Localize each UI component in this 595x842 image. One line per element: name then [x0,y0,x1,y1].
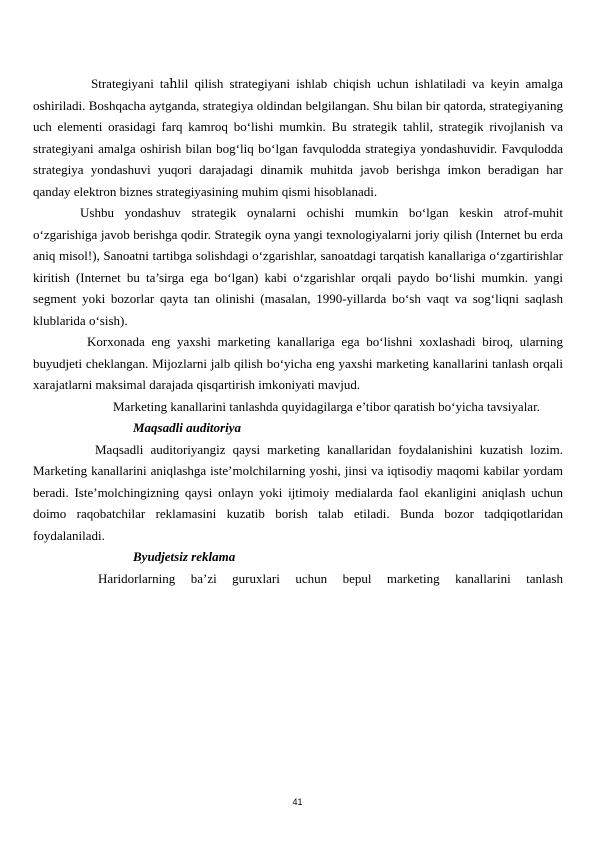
heading-target-audience: Maqsadli auditoriya [133,420,241,435]
paragraph-attention-advice: Marketing kanallarini tanlashda quyidagilarga e’tibor qaratish bo‘yicha tavsiyalar. [113,398,540,414]
page-number: 41 [292,797,303,807]
paragraph-strategic-windows: Ushbu yondashuv strategik oynalarni ochishi mumkin bo‘lgan keskin atrof-muhit o‘zgarishiga javob berishga qodir. Strategik oyna yangi texnologiyalarni joriy qilish (Internet bu erda aniq misol!), Sanoatni tartibga solishdagi o‘zgarishlar, sanoatdagi tarqatish kanallariga o‘zgartirishlar kiritish (Internet bu ta’sirga ega bo‘lgan) kabi o‘zgarishlar orqali paydo bo‘lishi mumkin. yangi segment yoki bozorlar qayta tan olinishi (masalan, 1990-yillarda bo‘sh vaqt va sog‘liqni saqlash klublarida o‘sish). [33,205,563,328]
paragraph-marketing-channels: Korxonada eng yaxshi marketing kanallariga ega bo‘lishni xoxlashadi biroq, ularning buyudjeti cheklangan. Mijozlarni jalb qilish bo‘yicha eng yaxshi marketing kanallarini tanlash orqali xarajatlarni maksimal darajada qisqartirish imkoniyati mavjud. [33,334,563,392]
paragraph-last-line: Haridorlarning ba’zi guruxlari uchun bepul marketing kanallarini tanlash [98,570,563,586]
page-content [33,73,563,589]
paragraph-target-audience: Maqsadli auditoriyangiz qaysi marketing kanallaridan foydalanishini kuzatish lozim. Marketing kanallarini aniqlashga iste’molchilarning yoshi, jinsi va iqtisodiy maqomi kabilar yordam beradi. Iste’molchingizning qaysi onlayn yoki ijtimoiy medialarda faol ekanligini aniqlash uchun doimo raqobatchilar reklamasini kuzatib borish talab etiladi. Bunda bozor tadqiqotlaridan foydalaniladi. [33,441,563,543]
heading-budgetless-ads: Byudjetsiz reklama [133,549,236,564]
paragraph-strategy-intro: Strategiyani taհlil qilish strategiyani ishlab chiqish uchun ishlatiladi va keyin amalga oshiriladi. Boshqacha aytganda, strategiya oldindan belgilangan. Shu bilan bir qatorda, strategiyaning uch elementi orasidagi farq kamroq bo‘lishi mumkin. Bu strategik tahlil, strategik rivojlanish va strategiyani amalga oshirish bilan bog‘liq bo‘lgan favqulodda strategiya yondashuvidir. Favqulodda strategiya yondashuvi yuqori darajadagi dinamik muhitda javob berishga imkon beradigan har qanday elektron biznes strategiyasining muhim qismi hisoblanadi. [33,76,563,199]
